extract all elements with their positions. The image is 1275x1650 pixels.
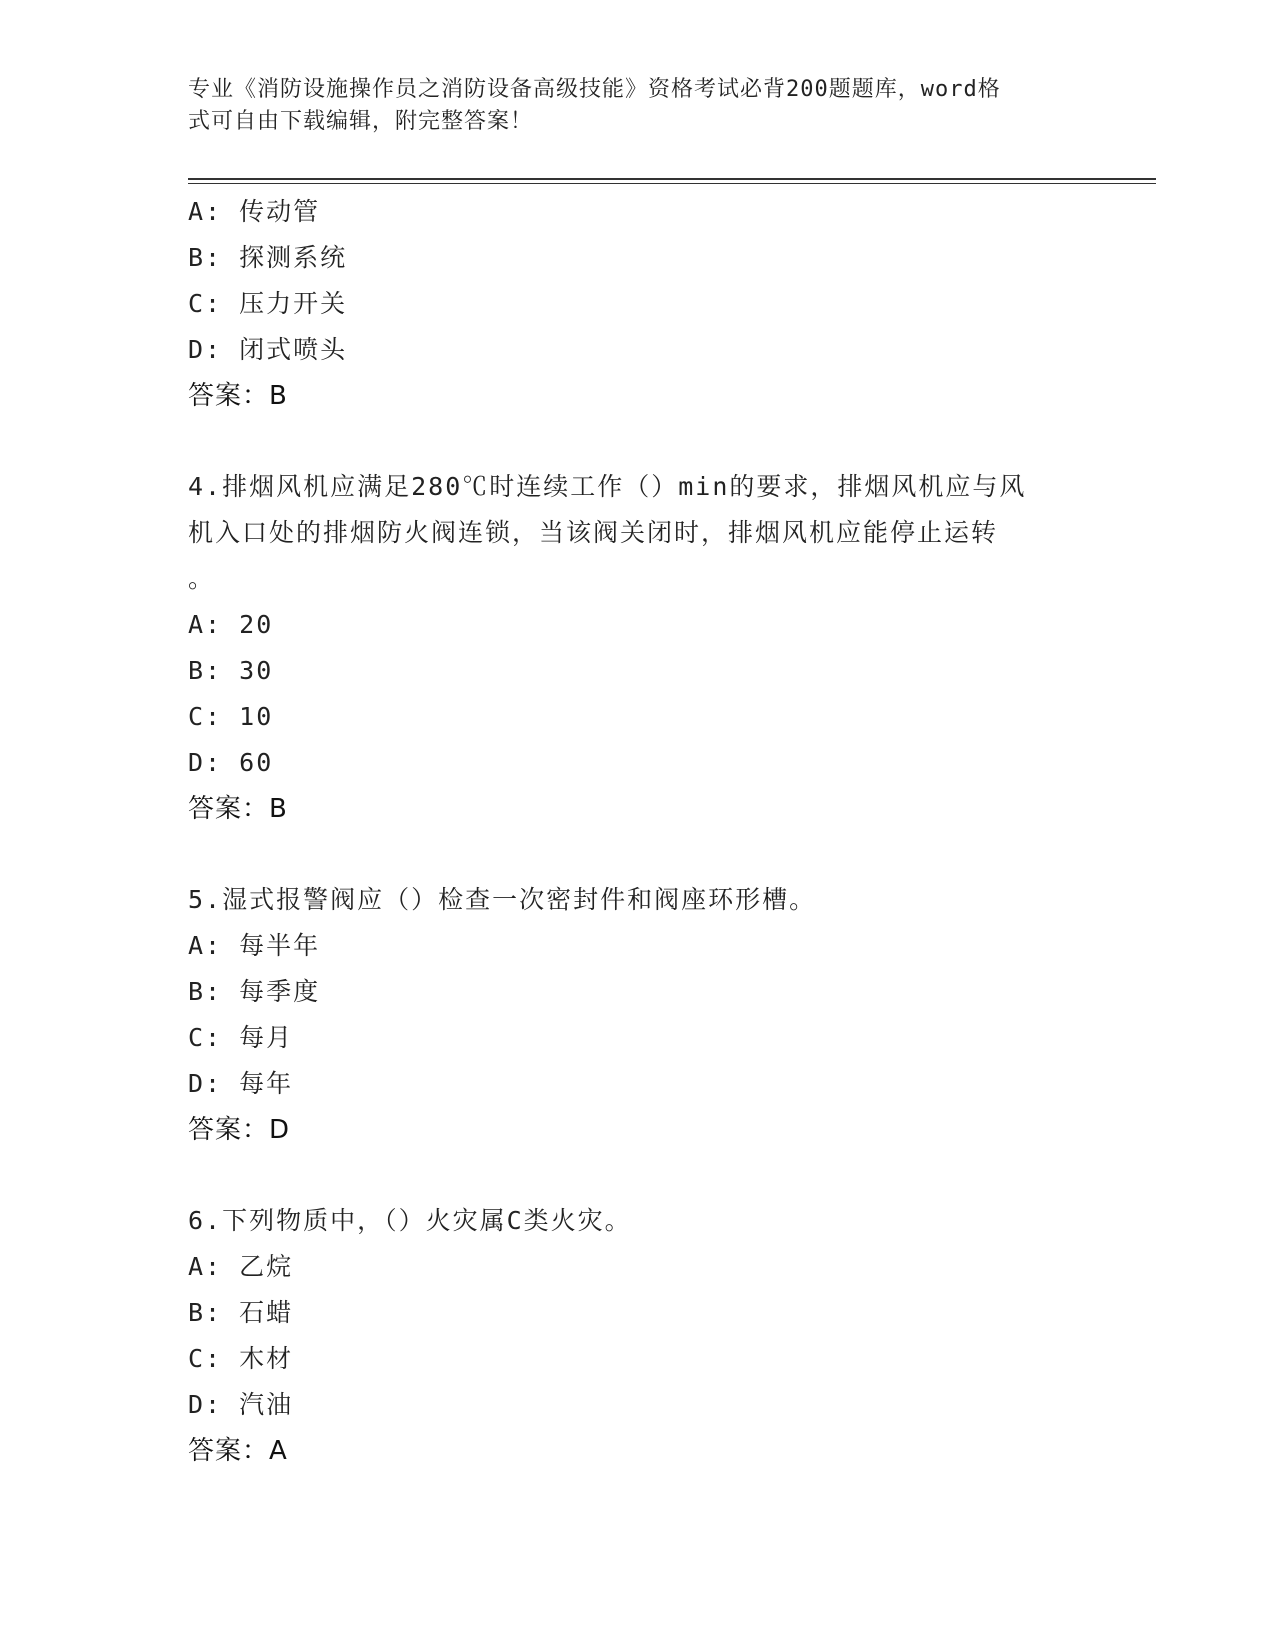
question-stem-line: 5.湿式报警阀应（）检查一次密封件和阀座环形槽。	[188, 885, 817, 914]
header-divider-thin	[188, 183, 1156, 184]
option-c: C: 每月	[188, 1023, 294, 1052]
question-5	[188, 877, 1088, 1153]
question-3	[188, 189, 1088, 419]
option-c: C: 10	[188, 702, 274, 731]
option-c: C: 木材	[188, 1344, 294, 1373]
option-a: A: 20	[188, 610, 274, 639]
option-b: B: 每季度	[188, 977, 321, 1006]
option-b: B: 30	[188, 656, 274, 685]
question-4	[188, 464, 1088, 832]
option-c: C: 压力开关	[188, 289, 348, 318]
answer: 答案：D	[188, 1115, 291, 1145]
option-b: B: 探测系统	[188, 243, 348, 272]
option-d: D: 闭式喷头	[188, 335, 348, 364]
option-a: A: 每半年	[188, 931, 321, 960]
header-line-1: 专业《消防设施操作员之消防设备高级技能》资格考试必背200题题库，word格	[188, 77, 1001, 102]
answer: 答案：B	[188, 381, 288, 411]
document-header	[188, 74, 1088, 138]
option-d: D: 每年	[188, 1069, 294, 1098]
spacer	[188, 1153, 1088, 1198]
question-content	[188, 189, 1088, 1474]
question-stem-line: 6.下列物质中，（）火灾属C类火灾。	[188, 1206, 632, 1235]
option-d: D: 汽油	[188, 1390, 294, 1419]
option-a: A: 传动管	[188, 197, 321, 226]
spacer	[188, 832, 1088, 877]
option-a: A: 乙烷	[188, 1252, 294, 1281]
spacer	[188, 419, 1088, 464]
answer: 答案：B	[188, 794, 288, 824]
header-line-2: 式可自由下载编辑，附完整答案！	[188, 109, 534, 134]
header-divider-thick	[188, 178, 1156, 180]
option-b: B: 石蜡	[188, 1298, 294, 1327]
question-stem-line: 机入口处的排烟防火阀连锁，当该阀关闭时，排烟风机应能停止运转	[188, 518, 999, 547]
question-6	[188, 1198, 1088, 1474]
question-stem-line: 。	[188, 564, 216, 593]
question-stem-line: 4.排烟风机应满足280℃时连续工作（）min的要求，排烟风机应与风	[188, 472, 1027, 501]
answer: 答案：A	[188, 1436, 288, 1466]
option-d: D: 60	[188, 748, 274, 777]
